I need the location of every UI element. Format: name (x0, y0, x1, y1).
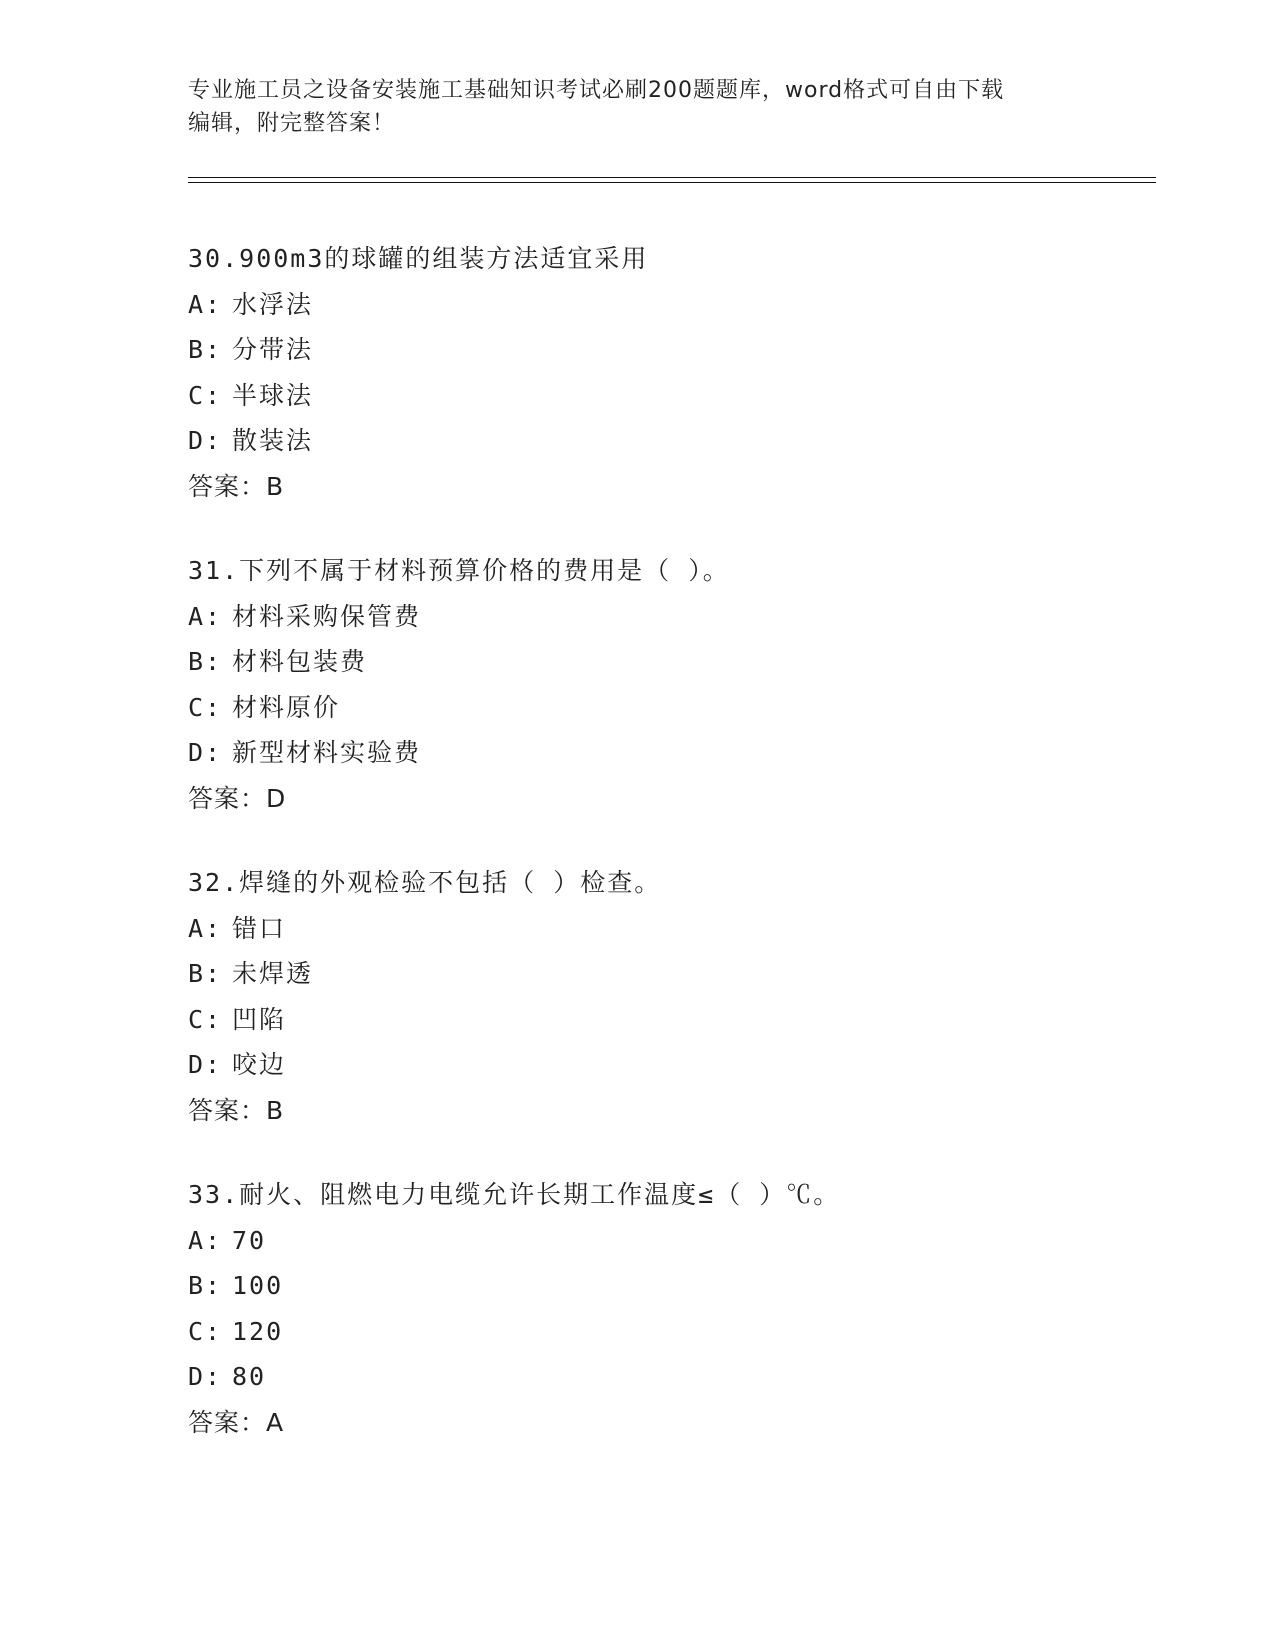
option-c (188, 373, 1148, 419)
option-a (188, 282, 1148, 328)
answer-line: 答案：B (188, 471, 285, 501)
question-32 (188, 860, 1148, 1133)
option-letter: C: (188, 380, 223, 410)
option-a (188, 1218, 1148, 1264)
option-letter: D: (188, 738, 223, 767)
question-title: 31.下列不属于材料预算价格的费用是（ ）。 (188, 556, 730, 585)
option-text: 100 (232, 1271, 284, 1300)
option-text: 材料原价 (232, 692, 341, 722)
option-letter: A: (188, 289, 223, 319)
option-text: 70 (232, 1225, 267, 1255)
answer-line: 答案：A (188, 1407, 285, 1437)
option-c (188, 1309, 1148, 1355)
option-text: 120 (232, 1316, 284, 1346)
option-b (188, 327, 1148, 373)
option-text: 分带法 (232, 335, 314, 364)
option-letter: D: (188, 426, 223, 455)
option-a (188, 906, 1148, 952)
option-text: 半球法 (232, 380, 314, 410)
document-header (188, 74, 1088, 140)
option-a (188, 594, 1148, 640)
header-title-line-1: 专业施工员之设备安装施工基础知识考试必刷200题题库，word格式可自由下载 (188, 78, 1005, 103)
header-divider-top (188, 177, 1156, 178)
question-title: 33.耐火、阻燃电力电缆允许长期工作温度≤（ ）℃。 (188, 1180, 841, 1209)
question-title: 32.焊缝的外观检验不包括（ ）检查。 (188, 868, 662, 897)
header-title-line-2: 编辑，附完整答案！ (188, 111, 396, 136)
option-d (188, 1354, 1148, 1400)
option-letter: A: (188, 1225, 223, 1255)
option-d (188, 1042, 1148, 1088)
answer-line: 答案：D (188, 783, 287, 813)
option-b (188, 1263, 1148, 1309)
option-b (188, 639, 1148, 685)
answer-line: 答案：B (188, 1095, 285, 1125)
option-letter: B: (188, 647, 223, 676)
question-title: 30.900m3的球罐的组装方法适宜采用 (188, 244, 649, 273)
option-text: 散装法 (232, 426, 314, 455)
option-text: 错口 (232, 913, 287, 943)
option-text: 80 (232, 1362, 267, 1391)
option-text: 材料采购保管费 (232, 601, 422, 631)
option-d (188, 730, 1148, 776)
option-letter: C: (188, 1316, 223, 1346)
option-text: 水浮法 (232, 289, 314, 319)
option-text: 未焊透 (232, 959, 314, 988)
option-letter: C: (188, 692, 223, 722)
option-text: 材料包装费 (232, 647, 368, 676)
option-d (188, 418, 1148, 464)
option-text: 凹陷 (232, 1004, 287, 1034)
option-letter: B: (188, 335, 223, 364)
option-letter: C: (188, 1004, 223, 1034)
question-33 (188, 1172, 1148, 1445)
option-c (188, 997, 1148, 1043)
option-letter: B: (188, 1271, 223, 1300)
option-text: 咬边 (232, 1050, 287, 1079)
header-divider-bottom (188, 182, 1156, 183)
option-letter: A: (188, 601, 223, 631)
option-letter: A: (188, 913, 223, 943)
option-c (188, 685, 1148, 731)
question-list (188, 236, 1148, 1484)
question-31 (188, 548, 1148, 821)
option-letter: D: (188, 1362, 223, 1391)
option-text: 新型材料实验费 (232, 738, 422, 767)
option-letter: B: (188, 959, 223, 988)
option-b (188, 951, 1148, 997)
question-30 (188, 236, 1148, 509)
option-letter: D: (188, 1050, 223, 1079)
